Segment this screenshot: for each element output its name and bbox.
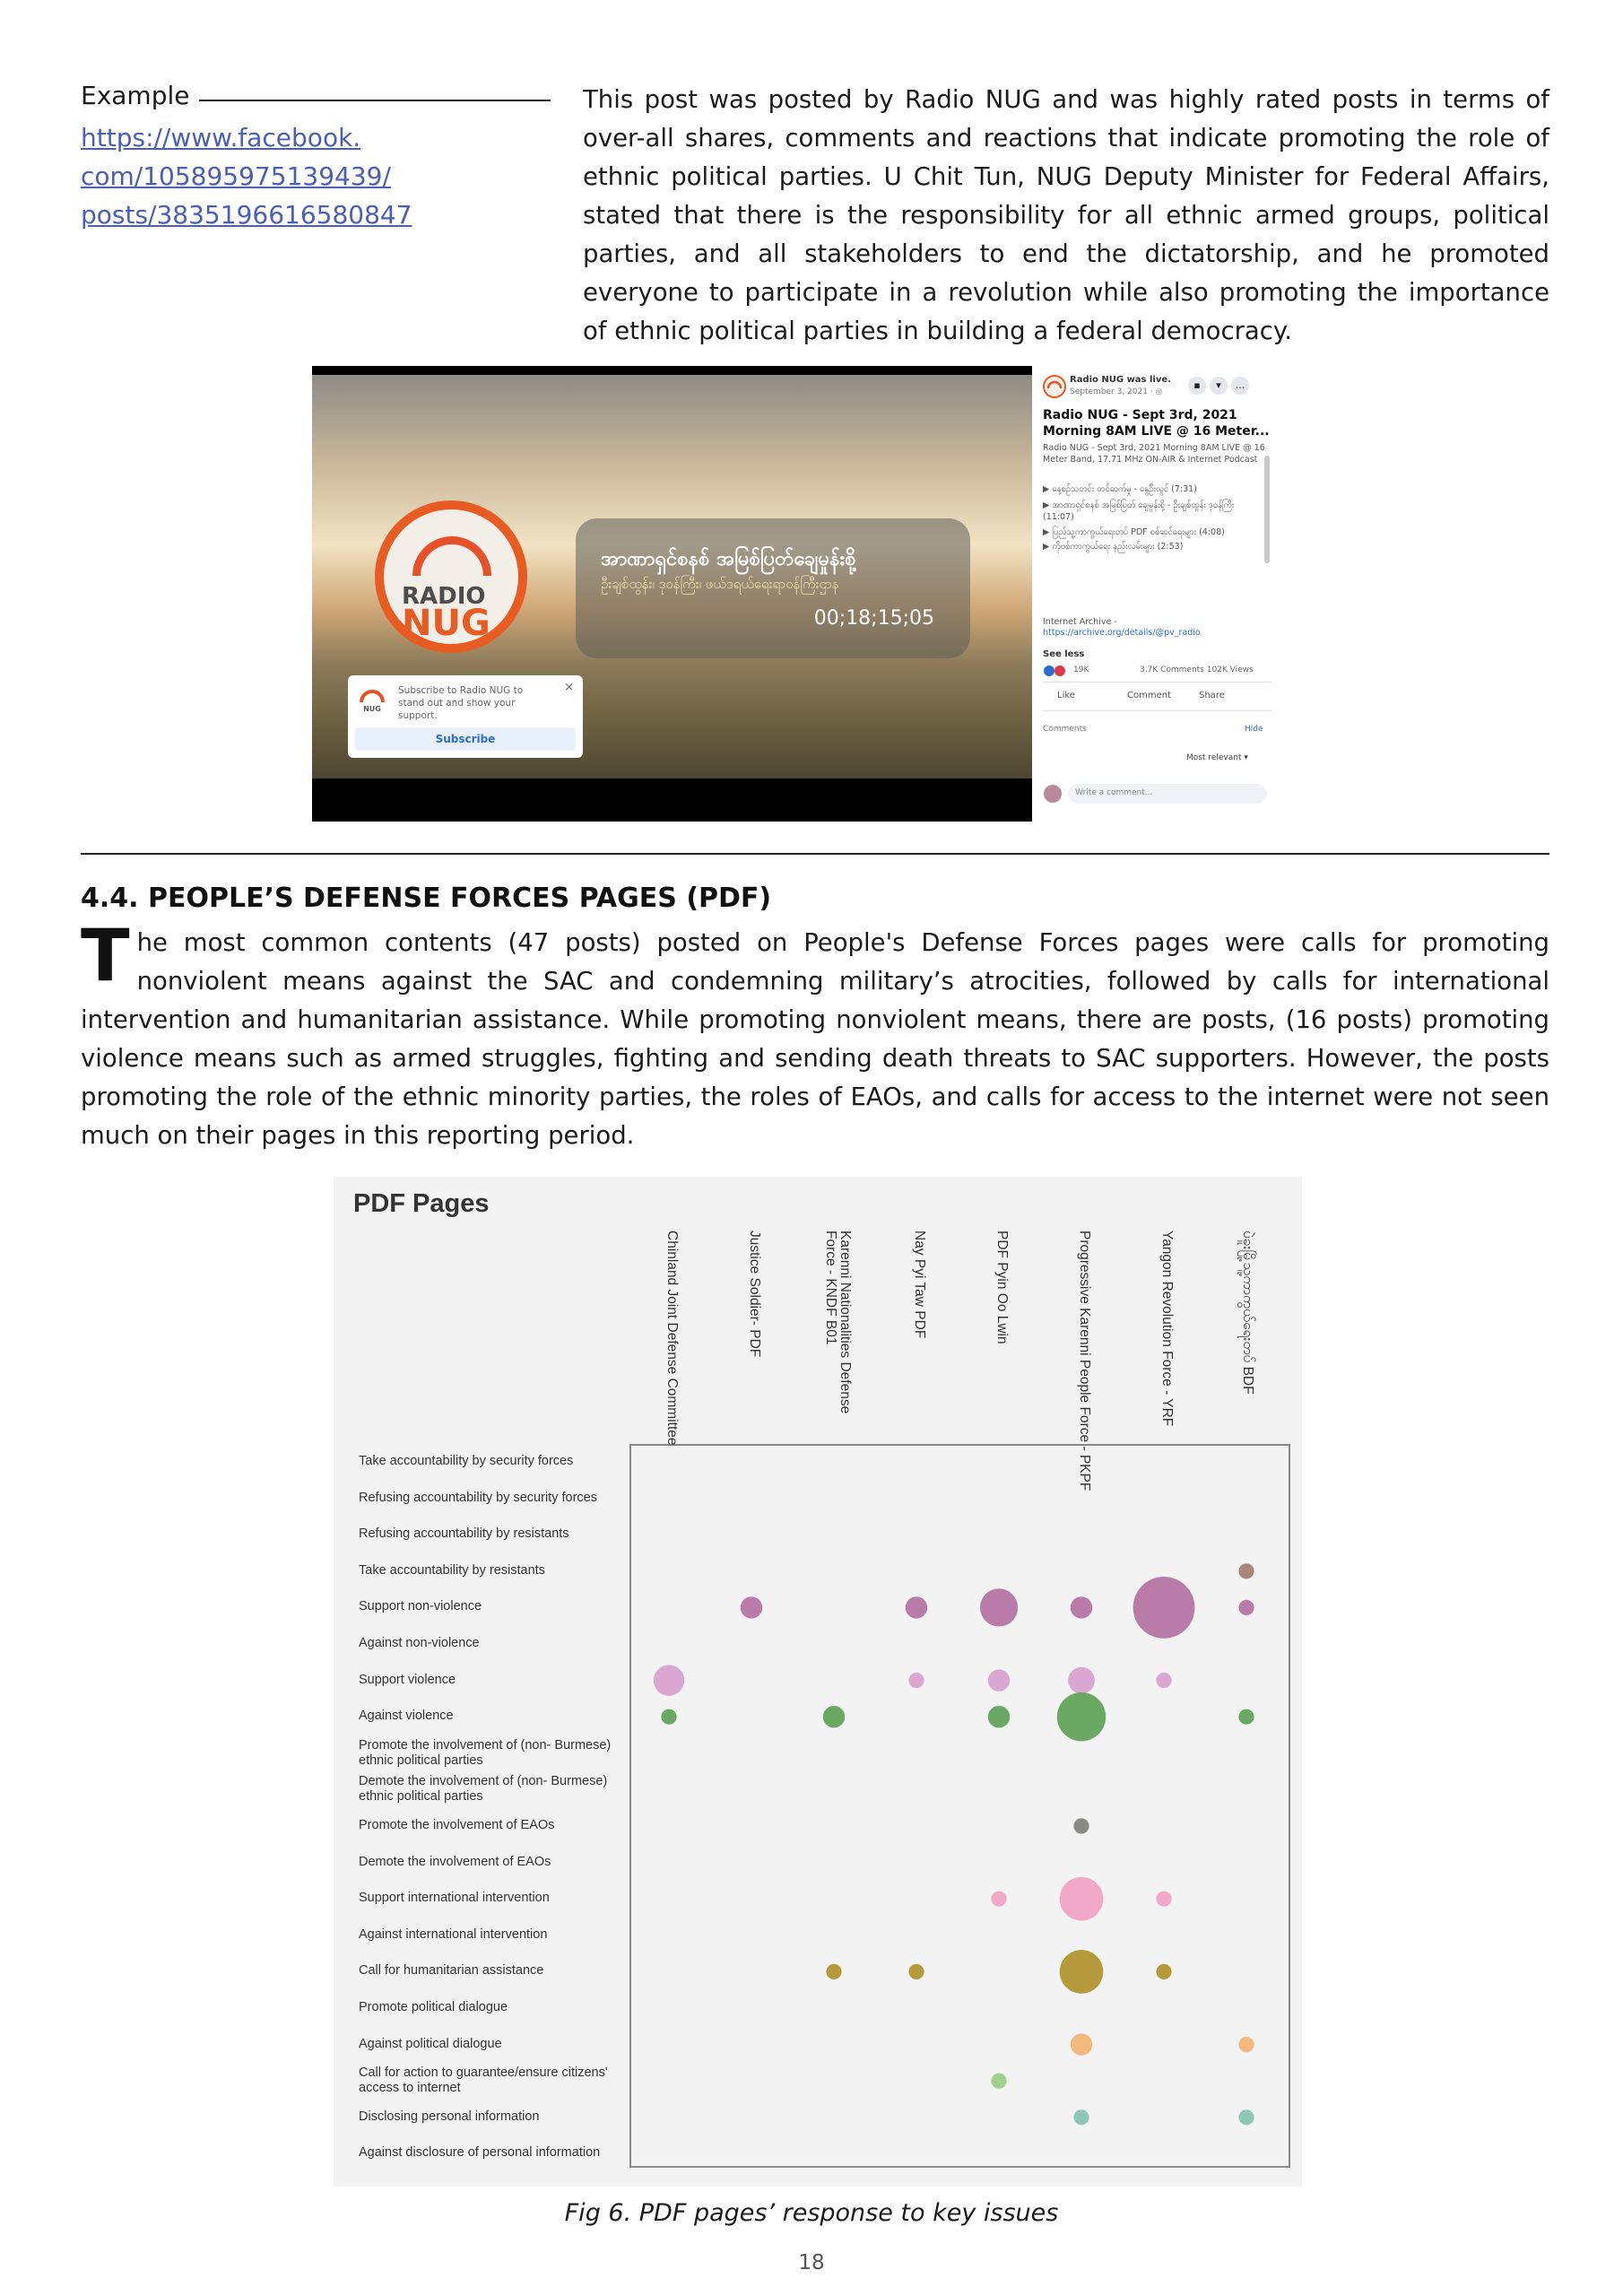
hide-comments-link[interactable]: Hide [1245,725,1263,734]
row-label: Against international intervention [359,1926,548,1942]
bubble [988,1706,1010,1727]
row-label: Against non-violence [359,1636,480,1650]
see-less-link[interactable]: See less [1043,649,1085,659]
bubble [1073,1818,1089,1833]
example-label: Example [81,81,190,110]
fb-post-actions [1185,377,1249,395]
bubble [741,1596,762,1618]
reaction-icons [1043,665,1070,677]
page-avatar [1043,375,1066,398]
logo-text-nug: NUG [402,603,490,644]
chart-title: PDF Pages [353,1189,490,1218]
bubble [980,1588,1018,1626]
like-button[interactable]: Like [1057,691,1075,700]
page-number: 18 [798,2251,825,2274]
bubble [1057,1692,1106,1741]
row-label: Disclosing personal information [359,2109,540,2124]
bookmark-icon[interactable]: ▾ [1210,377,1228,395]
divider [1043,682,1271,683]
column-label: ပဲခူးမြို့သူ့ကာကွယ်ရေးတပ် BDF [1240,1231,1255,1395]
bubble [1156,1673,1171,1688]
column-label: Chinland Joint Defense Committee [664,1231,680,1446]
row-label: Call for action to guarantee/ensure citizens' access to internet [359,2066,608,2096]
user-avatar [1043,784,1063,804]
logo-text-radio: RADIO [402,583,486,610]
section-heading: 4.4. PEOPLE’S DEFENSE FORCES PAGES (PDF) [81,883,772,914]
bubble [1238,1600,1254,1615]
fb-page-name[interactable]: Radio NUG was live. [1070,375,1171,385]
engagement-counts[interactable]: 3.7K Comments 102K Views [1140,665,1254,674]
column-label: Justice Soldier- PDF [747,1231,762,1358]
bubble [991,1892,1006,1907]
bubble [826,1964,841,1979]
column-label: Karenni Nationalities Defense Force - KNDF B01 [823,1231,853,1414]
bubble [1071,2033,1092,2055]
bubble [1071,1596,1092,1618]
bubble [661,1709,676,1725]
pdf-pages-bubble-chart [334,1177,1302,2187]
row-label: Call for humanitarian assistance [359,1963,544,1979]
subscribe-button[interactable]: Subscribe [355,727,576,751]
example-link-line[interactable]: https://www.facebook. [81,123,361,152]
row-label: Refusing accountability by security forces [359,1490,597,1505]
lock-icon[interactable]: ▪ [1188,377,1206,395]
example-description: This post was posted by Radio NUG and was highly rated posts in terms of over-all shares, comments and reactions that indicate promoting the role of ethnic political parties. U Chit Tun, NUG Deputy Minister for Federal Affairs, stated that there is the responsibility for all ethnic armed groups, political parties, and all stakeholders to end the dictatorship, and he promoted everyone to participate in a revolution while also promoting the importance of ethnic political parties in building a federal democracy. [583,85,1549,345]
example-divider [199,100,551,101]
bubble [1238,1563,1254,1578]
fb-post-description: Radio NUG - Sept 3rd, 2021 Morning 8AM LIVE @ 16 Meter Band, 17.71 MHz ON-AIR & Internet Podcast [1043,443,1265,465]
fb-archive-label: Internet Archive - [1043,617,1117,627]
fb-post-item: ▶ ပြည်သူ့ကာကွယ်ရေးတပ် PDF စစ်ဆင်ရေးများ (4:08) [1043,527,1225,537]
row-label: Support international intervention [359,1891,550,1906]
bubble [908,1964,924,1979]
bubble [1068,1667,1095,1694]
overlay-title: အာဏာရှင်စနစ် အမြစ်ပြတ်ချေမှုန်းစို့ [601,548,856,570]
fb-post-item: ▶ နေ့စဉ်သတင်း တင်ဆက်မှု - နွေဦးလွင် (7:31) [1043,484,1197,494]
fb-post-date: September 3, 2021 · ◎ [1070,387,1163,396]
figure-caption: Fig 6. PDF pages’ response to key issues [564,2199,1059,2227]
row-label: Promote the involvement of EAOs [359,1818,555,1832]
row-label: Promote the involvement of (non- Burmese) ethnic political parties [359,1737,612,1768]
bubble [1073,2109,1089,2125]
facebook-post-panel [1034,366,1280,822]
bubble [988,1669,1010,1691]
scrollbar[interactable] [1264,456,1270,563]
bubble [1060,1950,1104,1994]
fb-post-item: ▶ ကိုဗစ်ကာကွယ်ရေး နည်းလမ်းများ (2:53) [1043,542,1184,552]
row-label: Against disclosure of personal information [359,2145,601,2161]
row-label: Against violence [359,1709,454,1724]
section-body [81,914,1549,1155]
bubble [1156,1892,1171,1907]
example-link[interactable] [81,118,412,234]
bubble [1238,1709,1254,1725]
section-divider [81,853,1549,855]
example-link-line[interactable]: posts/3835196616580847 [81,200,412,230]
svg-text:NUG: NUG [363,705,381,713]
fb-post-title[interactable]: Radio NUG - Sept 3rd, 2021 Morning 8AM LIVE @ 16 Meter... [1043,408,1270,439]
comments-label: Comments [1043,725,1087,734]
comment-button[interactable]: Comment [1127,691,1171,700]
column-label: Progressive Karenni People Force - PKPF [1077,1231,1092,1492]
bubble [908,1673,924,1688]
comment-input[interactable] [1068,784,1267,804]
radio-nug-mini-logo [357,684,387,715]
bubble [991,2074,1006,2089]
row-label: Refusing accountability by resistants [359,1526,569,1542]
reaction-count[interactable]: 19K [1073,665,1089,674]
fb-post-item: ▶ အာဏာရှင်စနစ် အမြစ်ပြတ် ချေမှုန်းစို့ - ဦးချစ်ထွန်း ဒုဝန်ကြီး (11:07) [1043,500,1235,522]
subscribe-text: Subscribe to Radio NUG to stand out and show your support. [398,685,524,721]
drop-cap: T [81,914,130,997]
section-body-text: he most common contents (47 posts) posted on People's Defense Forces pages were calls for promoting nonviolent means against the SAC and condemning military’s atrocities, followed by calls for international intervention and humanitarian assistance. While promoting nonviolent means, there are posts, (16 posts) promoting violence means such as armed struggles, fighting and sending death threats to SAC supporters. However, the posts promoting the role of the ethnic minority parties, the roles of EAOs, and calls for access to the internet were not seen much on their pages in this reporting period. [81,928,1549,1150]
row-label: Take accountability by security forces [359,1454,574,1468]
bubble [1133,1577,1195,1639]
row-label: Demote the involvement of (non- Burmese) ethnic political parties [359,1774,608,1805]
overlay-subtitle: ဦးချစ်ထွန်း၊ ဒုဝန်ကြီး၊ ဖယ်ဒရယ်ရေးရာဝန်ကြီးဌာန [601,576,839,592]
row-label: Support non-violence [359,1599,482,1614]
video-overlay-card [576,518,970,658]
close-icon[interactable]: × [564,681,574,694]
bubble [906,1596,927,1618]
column-label: PDF Pyin Oo Lwin [994,1231,1010,1344]
row-label: Take accountability by resistants [359,1562,545,1578]
comment-input-placeholder: Write a comment... [1075,788,1153,797]
video-frame [312,366,1032,822]
more-icon[interactable]: … [1231,377,1249,395]
video-timecode: 00;18;15;05 [813,607,934,630]
bubble [1238,2037,1254,2052]
bubble [1156,1964,1171,1979]
sort-dropdown[interactable]: Most relevant ▾ [1186,753,1248,762]
bubble [1238,2109,1254,2125]
divider [1043,710,1271,711]
row-label: Against political dialogue [359,2036,502,2051]
bubble [823,1706,845,1727]
column-label: Yangon Revolution Force - YRF [1159,1231,1175,1427]
facebook-post-screenshot [312,366,1280,822]
subscribe-card [348,675,583,758]
row-label: Demote the involvement of EAOs [359,1854,551,1869]
row-label: Promote political dialogue [359,2000,508,2014]
bubble [654,1665,684,1695]
share-button[interactable]: Share [1199,691,1225,700]
column-label: Nay Pyi Taw PDF [912,1231,927,1339]
bubble [1060,1877,1104,1921]
row-label: Support violence [359,1672,456,1687]
example-link-line[interactable]: com/105895975139439/ [81,161,391,191]
fb-archive-link[interactable]: https://archive.org/details/@pv_radio [1043,628,1201,638]
